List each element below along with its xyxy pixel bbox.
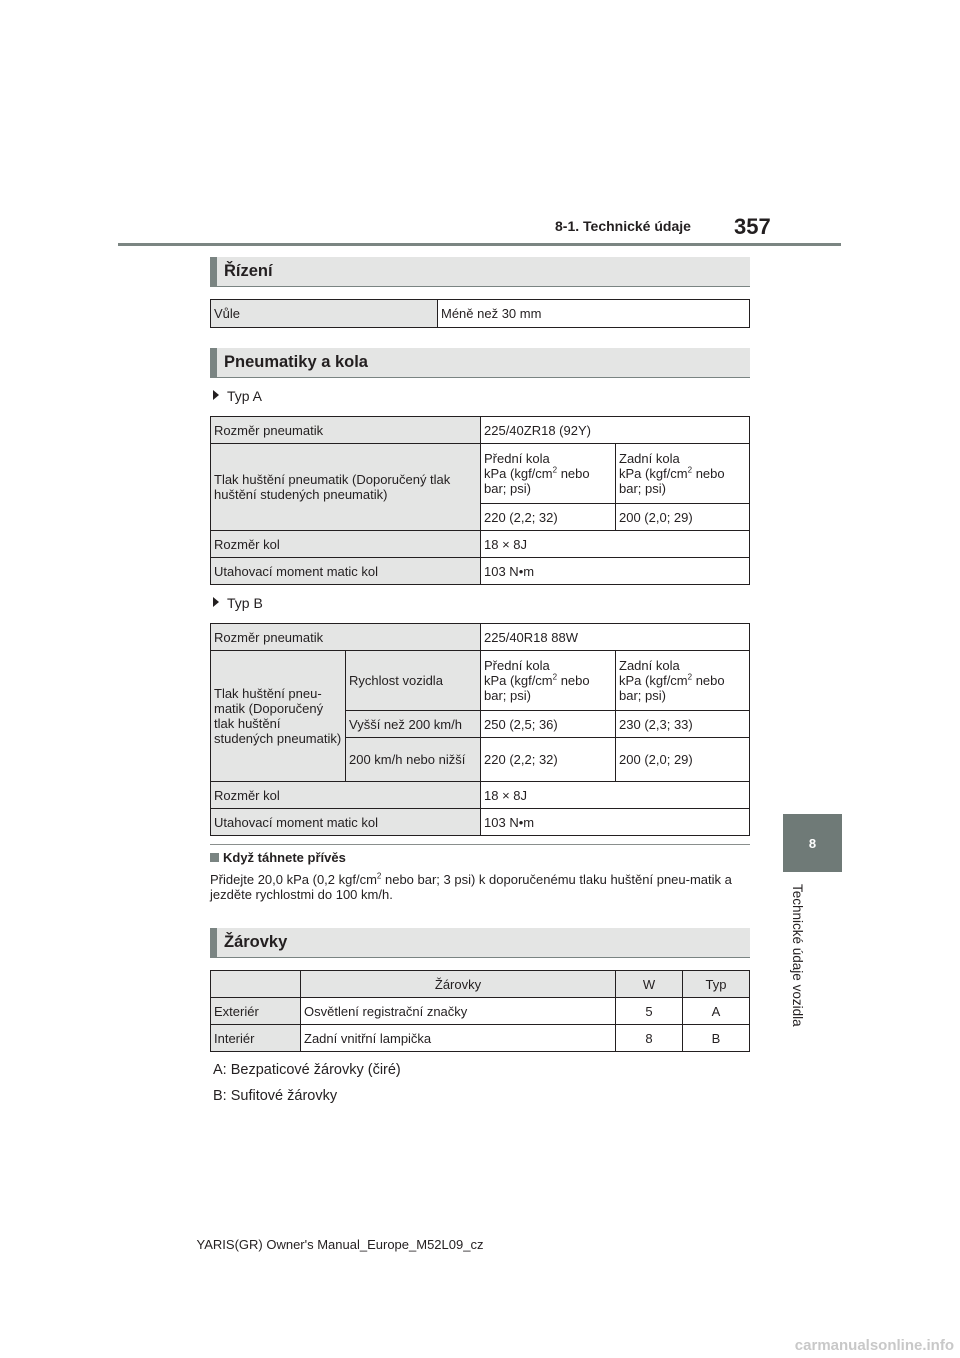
table-row: Rozměr pneumatik 225/40R18 88W bbox=[211, 624, 750, 651]
type-a-label: Typ A bbox=[213, 388, 262, 404]
bulbs-table bbox=[210, 970, 750, 1052]
towing-divider bbox=[210, 844, 750, 845]
table-row: Rozměr kol 18 × 8J bbox=[211, 531, 750, 558]
watermark: carmanualsonline.info bbox=[794, 1337, 954, 1354]
tire-table-type-b bbox=[210, 623, 750, 836]
table-row: Rozměr kol 18 × 8J bbox=[211, 782, 750, 809]
table-row bbox=[211, 300, 750, 328]
triangle-arrow-icon bbox=[213, 597, 219, 607]
steering-table bbox=[210, 299, 750, 328]
table-row: Tlak huštění pneu-matik (Doporučený tlak huštění studených pneumatik) Rychlost vozidla Přední kola kPa ($kgf/cm^2$ nebo bar; psi) Zadní kola kPa ($kgf/cm^2$ nebo bar; psi) bbox=[211, 651, 750, 711]
heading-bulbs: Žárovky bbox=[210, 928, 750, 958]
triangle-arrow-icon bbox=[213, 390, 219, 400]
rear-wheels-header: Zadní kola kPa ($kgf/cm^2$ nebo bar; psi) bbox=[616, 444, 750, 504]
towing-heading: Když táhnete přívěs bbox=[210, 850, 346, 865]
table-row: Vyšší než 200 km/h 250 (2,5; 36) 230 (2,3; 33) bbox=[211, 711, 750, 738]
table-row: 220 (2,2; 32) 200 (2,0; 29) bbox=[211, 504, 750, 531]
page-number: 357 bbox=[734, 214, 771, 239]
heading-steering: Řízení bbox=[210, 257, 750, 287]
rear-wheels-header: Zadní kola kPa ($kgf/cm^2$ nebo bar; psi) bbox=[616, 651, 750, 711]
steering-play-label: Vůle bbox=[211, 300, 438, 328]
tire-table-type-a bbox=[210, 416, 750, 585]
chapter-tab: 8 bbox=[783, 814, 842, 872]
footer-text: YARIS(GR) Owner's Manual_Europe_M52L09_cz bbox=[196, 1237, 484, 1252]
table-row: Tlak huštění pneumatik (Doporučený tlak huštění studených pneumatik) Přední kola kPa ($kgf/cm^2$ nebo bar; psi) Zadní kola kPa ($kgf/cm^2$ nebo bar; psi) bbox=[211, 444, 750, 504]
bulb-note-b: B: Sufitové žárovky bbox=[213, 1088, 338, 1104]
table-row: 200 km/h nebo nižší 220 (2,2; 32) 200 (2,0; 29) bbox=[211, 738, 750, 782]
bulb-note-a: A: Bezpaticové žárovky (čiré) bbox=[213, 1062, 401, 1078]
front-wheels-header: Přední kola kPa ($kgf/cm^2$ nebo bar; psi) bbox=[481, 444, 616, 504]
front-wheels-header: Přední kola kPa ($kgf/cm^2$ nebo bar; psi) bbox=[481, 651, 616, 711]
table-row: Exteriér Osvětlení registrační značky 5 A bbox=[211, 998, 750, 1025]
table-row: Utahovací moment matic kol 103 N•m bbox=[211, 809, 750, 836]
chapter-title-vertical: Technické údaje vozidla bbox=[790, 884, 805, 1027]
section-title: 8-1. Technické údaje bbox=[555, 218, 691, 234]
header-divider bbox=[118, 243, 841, 246]
square-bullet-icon bbox=[210, 853, 219, 862]
table-row: Utahovací moment matic kol 103 N•m bbox=[211, 558, 750, 585]
table-row: Rozměr pneumatik 225/40ZR18 (92Y) bbox=[211, 417, 750, 444]
towing-text: Přidejte 20,0 kPa (0,2 kgf/$cm^2$ nebo bar; 3 psi) k doporučenému tlaku huštění pneu-matik a jezděte rychlostmi do 100 km/h. bbox=[210, 871, 732, 902]
type-b-label: Typ B bbox=[213, 595, 263, 611]
table-row: Žárovky W Typ bbox=[211, 971, 750, 998]
table-row: Interiér Zadní vnitřní lampička 8 B bbox=[211, 1025, 750, 1052]
steering-play-value: Méně než 30 mm bbox=[438, 300, 750, 328]
heading-tires: Pneumatiky a kola bbox=[210, 348, 750, 378]
